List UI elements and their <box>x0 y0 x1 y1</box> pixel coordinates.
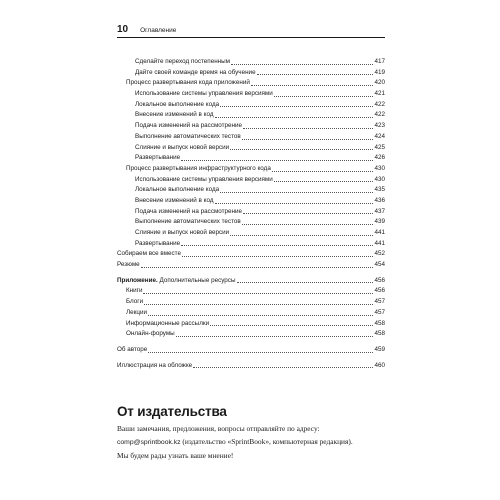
toc-entry[interactable] <box>117 329 385 340</box>
toc-dot-leader <box>148 351 373 353</box>
toc-entry-page: 422 <box>374 111 385 119</box>
toc-entry[interactable] <box>117 239 385 250</box>
toc-dot-leader <box>251 84 374 86</box>
toc-entry-page: 458 <box>374 319 385 327</box>
toc-entry[interactable] <box>117 57 385 68</box>
toc-dot-leader <box>182 255 373 257</box>
toc-entry[interactable] <box>117 260 385 271</box>
toc-dot-leader <box>215 116 374 118</box>
toc-entry-title: Локальное выполнение кода <box>135 100 220 108</box>
toc-entry-title: Слияние и выпуск новой версии <box>135 143 230 151</box>
publisher-line-3: Мы будем рады узнать ваше мнение! <box>117 451 234 460</box>
toc-entry-title: Информационные рассылки <box>126 319 210 327</box>
toc-dot-leader <box>242 223 374 225</box>
toc-entry-title: Внесение изменений в код <box>135 111 214 119</box>
toc-entry-page: 456 <box>374 276 385 284</box>
toc-entry-title: Подача изменений на рассмотрение <box>135 122 243 130</box>
toc-dot-leader <box>242 138 374 140</box>
publisher-email[interactable]: comp@sprintbook.kz <box>117 439 181 446</box>
toc-entry-page: 452 <box>374 250 385 258</box>
publisher-line-1: Ваши замечания, предложения, вопросы отправляйте по адресу: <box>117 424 320 433</box>
toc-entry-page: 424 <box>374 132 385 140</box>
toc-entry-page: 437 <box>374 207 385 215</box>
toc-entry[interactable] <box>117 196 385 207</box>
toc-dot-leader <box>257 73 374 75</box>
toc-entry-page: 454 <box>374 261 385 269</box>
toc-entry[interactable] <box>117 68 385 79</box>
toc-entry-title: Книги <box>126 287 143 295</box>
toc-dot-leader <box>210 324 373 326</box>
toc-entry-title: Процесс развертывания кода приложений <box>126 79 250 87</box>
toc-entry[interactable] <box>117 361 385 372</box>
toc-entry-title: Блоги <box>126 298 144 306</box>
toc-entry-title: Дайте своей команде время на обучение <box>135 68 256 76</box>
toc-entry-page: 417 <box>374 58 385 65</box>
toc-entry[interactable] <box>117 345 385 356</box>
toc-entry-title: Об авторе <box>117 345 148 353</box>
toc-dot-leader <box>181 244 373 246</box>
toc-entry-title: Подача изменений на рассмотрение <box>135 207 243 215</box>
toc-dot-leader <box>176 335 374 337</box>
toc-dot-leader <box>181 159 373 161</box>
toc-entry-page: 423 <box>374 122 385 130</box>
toc-entry-page: 457 <box>374 298 385 306</box>
running-title: Оглавление <box>140 27 177 34</box>
toc-entry-page: 457 <box>374 308 385 316</box>
toc-entry-title-rest: Дополнительные ресурсы <box>157 276 236 284</box>
toc-entry[interactable] <box>117 207 385 218</box>
toc-dot-leader <box>193 366 373 368</box>
publisher-section <box>117 404 397 462</box>
toc-entry-page: 422 <box>374 100 385 108</box>
toc-entry[interactable] <box>117 276 385 287</box>
table-of-contents <box>117 57 385 371</box>
toc-entry-page: 458 <box>374 330 385 338</box>
toc-entry[interactable] <box>117 132 385 143</box>
toc-dot-leader <box>230 234 373 236</box>
toc-dot-leader <box>272 170 374 172</box>
toc-entry-title: Лекции <box>126 308 148 316</box>
toc-entry[interactable] <box>117 78 385 89</box>
toc-entry[interactable] <box>117 100 385 111</box>
toc-entry-title: Развертывание <box>135 154 181 162</box>
toc-entry[interactable] <box>117 228 385 239</box>
toc-entry[interactable] <box>117 89 385 100</box>
toc-entry-title: Иллюстрация на обложке <box>117 361 193 369</box>
running-header <box>117 24 385 38</box>
toc-entry[interactable] <box>117 297 385 308</box>
toc-entry-title: Выполнение автоматических тестов <box>135 132 241 140</box>
publisher-line-2-text: (издательство «SprintBook», компьютерная редакция). <box>180 437 353 446</box>
toc-entry[interactable] <box>117 110 385 121</box>
toc-entry-title: Использование системы управления версиями <box>135 90 273 98</box>
toc-entry-page: 419 <box>374 68 385 76</box>
toc-entry[interactable] <box>117 185 385 196</box>
toc-dot-leader <box>231 63 373 65</box>
toc-entry[interactable] <box>117 308 385 319</box>
toc-dot-leader <box>144 303 373 305</box>
toc-entry[interactable] <box>117 319 385 330</box>
toc-entry[interactable] <box>117 153 385 164</box>
toc-entry-title: Выполнение автоматических тестов <box>135 218 241 226</box>
toc-dot-leader <box>274 180 374 182</box>
toc-entry-page: 430 <box>374 164 385 172</box>
toc-dot-leader <box>237 281 374 283</box>
toc-entry-title <box>117 276 236 287</box>
toc-entry-title: Сделайте переход постепенным <box>135 58 231 65</box>
toc-entry-page: 439 <box>374 218 385 226</box>
toc-entry-page: 459 <box>374 345 385 353</box>
toc-entry-title-bold: Приложение. <box>117 276 158 284</box>
toc-entry-title: Слияние и выпуск новой версии <box>135 229 230 236</box>
toc-entry-title: Онлайн-форумы <box>126 330 175 338</box>
toc-dot-leader <box>143 292 373 294</box>
toc-dot-leader <box>230 148 373 150</box>
toc-entry-page: 421 <box>374 90 385 98</box>
toc-dot-leader <box>215 202 374 204</box>
toc-entry-page: 441 <box>374 229 385 236</box>
toc-entry-page: 420 <box>374 79 385 87</box>
toc-entry-title: Внесение изменений в код <box>135 196 214 204</box>
toc-dot-leader <box>243 212 373 214</box>
toc-entry[interactable] <box>117 217 385 228</box>
toc-entry-title: Развертывание <box>135 239 181 247</box>
toc-entry-page: 430 <box>374 175 385 183</box>
toc-entry-page: 435 <box>374 186 385 194</box>
publisher-heading: От издательства <box>117 404 227 419</box>
toc-entry-page: 436 <box>374 196 385 204</box>
toc-entry-title: Собираем все вместе <box>117 250 182 258</box>
toc-entry-title: Использование системы управления версиями <box>135 175 273 183</box>
publisher-line-2 <box>117 435 397 449</box>
toc-dot-leader <box>220 191 373 193</box>
toc-dot-leader <box>243 127 373 129</box>
toc-entry-page: 425 <box>374 143 385 151</box>
toc-entry-title: Процесс развертывания инфраструктурного кода <box>126 164 271 172</box>
toc-entry[interactable] <box>117 175 385 186</box>
toc-dot-leader <box>141 266 374 268</box>
toc-dot-leader <box>220 105 373 107</box>
toc-entry[interactable] <box>117 164 385 175</box>
page-number: 10 <box>117 24 129 35</box>
toc-entry[interactable] <box>117 143 385 154</box>
toc-entry-page: 426 <box>374 154 385 162</box>
toc-entry-title: Резюме <box>117 261 140 269</box>
toc-dot-leader <box>148 314 373 316</box>
toc-entry[interactable] <box>117 121 385 132</box>
toc-entry[interactable] <box>117 249 385 260</box>
toc-entry-title: Локальное выполнение кода <box>135 186 220 194</box>
toc-entry-page: 441 <box>374 239 385 247</box>
toc-entry-page: 460 <box>374 361 385 369</box>
toc-entry-page: 456 <box>374 287 385 295</box>
toc-dot-leader <box>274 95 374 97</box>
toc-entry[interactable] <box>117 286 385 297</box>
